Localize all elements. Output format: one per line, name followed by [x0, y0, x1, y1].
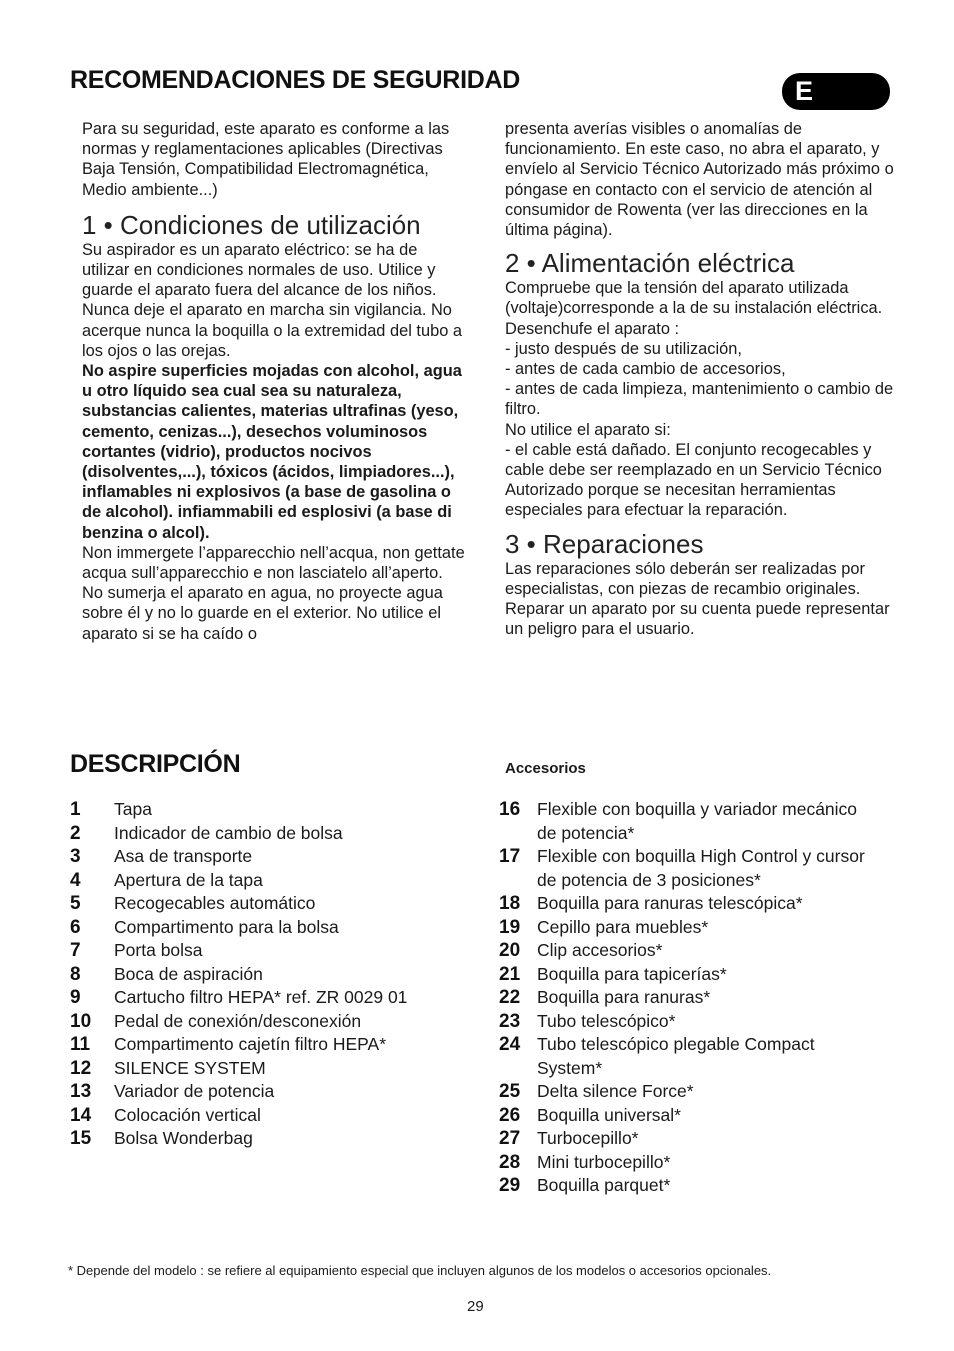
section-2-list-item: - antes de cada limpieza, mantenimiento o cambio de filtro. — [505, 380, 894, 419]
list-item: 28 Mini turbocepillo* — [499, 1151, 671, 1173]
list-item: 14 Colocación vertical — [70, 1104, 261, 1126]
list-item: 17 Flexible con boquilla High Control y cursor de potencia de 3 posiciones* — [499, 846, 865, 890]
section-1-paragraph-italian: Non immergete l’apparecchio nell’acqua, non gettate acqua sull’apparecchio e non lasciatelo all’aperto. — [82, 543, 465, 583]
safety-intro: Para su seguridad, este aparato es conforme a las normas y reglamentaciones aplicables (Directivas Baja Tensión, Compatibilidad Electromagnética, Medio ambiente...) — [82, 120, 450, 199]
list-item: 11 Compartimento cajetín filtro HEPA* — [70, 1034, 387, 1055]
section-2-list-item: - antes de cada cambio de accesorios, — [505, 360, 786, 379]
list-item: 4 Apertura de la tapa — [70, 869, 263, 891]
list-item: 23 Tubo telescópico* — [499, 1010, 676, 1032]
list-item: 13 Variador de potencia — [70, 1081, 275, 1102]
page-number: 29 — [467, 1298, 484, 1315]
section-2-paragraph: Compruebe que la tensión del aparato utilizada (voltaje)corresponde a la de su instalación eléctrica. Desenchufe el aparato : — [505, 279, 883, 338]
list-item: 16 Flexible con boquilla y variador mecánico de potencia* — [499, 799, 858, 843]
accessories-title: Accesorios — [505, 760, 586, 777]
section-2-paragraph: No utilice el aparato si: — [505, 420, 671, 439]
section-1-warning: No aspire superficies mojadas con alcohol, agua u otro líquido sea cual sea su naturaleza, substancias calientes, materias ultrafinas (yeso, cemento, cenizas...), desechos voluminosos cortantes (vidrio), productos nocivos (disolventes,...), tóxicos (ácidos, limpiadores...), inflamables ni explosivos (a base de gasolina o de alcohol). infiammabili ed esplosivi (a base di benzina o alcol). — [82, 362, 462, 542]
section-1-continued: presenta averías visibles o anomalías de funcionamiento. En este caso, no abra el aparato, y envíelo al Servicio Técnico Autorizado más próximo o póngase en contacto con el servicio de atención al consumidor de Rowenta (ver las direcciones en la última página). — [505, 120, 894, 240]
section-1-paragraph-water: No sumerja el aparato en agua, no proyecte agua sobre él y no lo guarde en el exterior. No utilice el aparato si se ha caído o — [82, 584, 443, 643]
list-item: 2 Indicador de cambio de bolsa — [70, 822, 343, 844]
list-item: 21 Boquilla para tapicerías* — [499, 963, 727, 985]
section-2-paragraph: - el cable está dañado. El conjunto recogecables y cable debe ser reemplazado en un Servicio Técnico Autorizado porque se necesitan herramientas especiales para efectuar la reparación. — [505, 440, 882, 520]
section-2-list-item: - justo después de su utilización, — [505, 339, 742, 358]
list-item: 26 Boquilla universal* — [499, 1104, 681, 1126]
list-item: 25 Delta silence Force* — [499, 1081, 694, 1102]
list-item: 9 Cartucho filtro HEPA* ref. ZR 0029 01 — [70, 987, 408, 1008]
section-1-paragraph: Su aspirador es un aparato eléctrico: se ha de utilizar en condiciones normales de uso. Utilice y guarde el aparato fuera del alcance de los niños. Nunca deje el aparato en marcha sin vigilancia. No acerque nunca la boquilla o la extremidad del tubo a los ojos o las orejas. — [82, 240, 462, 360]
section-3-title: 3 • Reparaciones — [505, 528, 704, 559]
list-item: 19 Cepillo para muebles* — [499, 916, 709, 938]
list-item: 20 Clip accesorios* — [499, 940, 663, 961]
list-item: 15 Bolsa Wonderbag — [70, 1128, 253, 1149]
section-3-paragraph: Las reparaciones sólo deberán ser realizadas por especialistas, con piezas de recambio originales. Reparar un aparato por su cuenta puede representar un peligro para el usuario. — [505, 559, 890, 639]
list-item: 8 Boca de aspiración — [70, 963, 263, 985]
list-item: 29 Boquilla parquet* — [499, 1175, 671, 1196]
parts-list — [70, 798, 480, 1151]
page-title: RECOMENDACIONES DE SEGURIDAD — [70, 66, 520, 94]
list-item: 22 Boquilla para ranuras* — [499, 987, 711, 1008]
safety-right-column — [505, 119, 895, 639]
description-title: DESCRIPCIÓN — [70, 750, 241, 778]
list-item: 6 Compartimento para la bolsa — [70, 916, 339, 938]
list-item: 10 Pedal de conexión/desconexión — [70, 1010, 362, 1032]
list-item: 3 Asa de transporte — [70, 846, 253, 867]
section-2-title: 2 • Alimentación eléctrica — [505, 248, 795, 279]
list-item: 24 Tubo telescópico plegable Compact System* — [499, 1034, 815, 1078]
safety-left-column — [82, 119, 467, 644]
list-item: 1 Tapa — [70, 799, 152, 820]
footnote: * Depende del modelo : se refiere al equipamiento especial que incluyen algunos de los modelos o accesorios opcionales. — [68, 1263, 772, 1278]
list-item: 7 Porta bolsa — [70, 940, 203, 961]
accessories-list — [499, 798, 879, 1198]
section-1-title: 1 • Condiciones de utilización — [82, 209, 421, 240]
list-item: 12 SILENCE SYSTEM — [70, 1057, 266, 1079]
list-item: 27 Turbocepillo* — [499, 1128, 639, 1149]
list-item: 18 Boquilla para ranuras telescópica* — [499, 893, 803, 914]
list-item: 5 Recogecables automático — [70, 893, 316, 914]
language-badge: E — [782, 73, 890, 110]
